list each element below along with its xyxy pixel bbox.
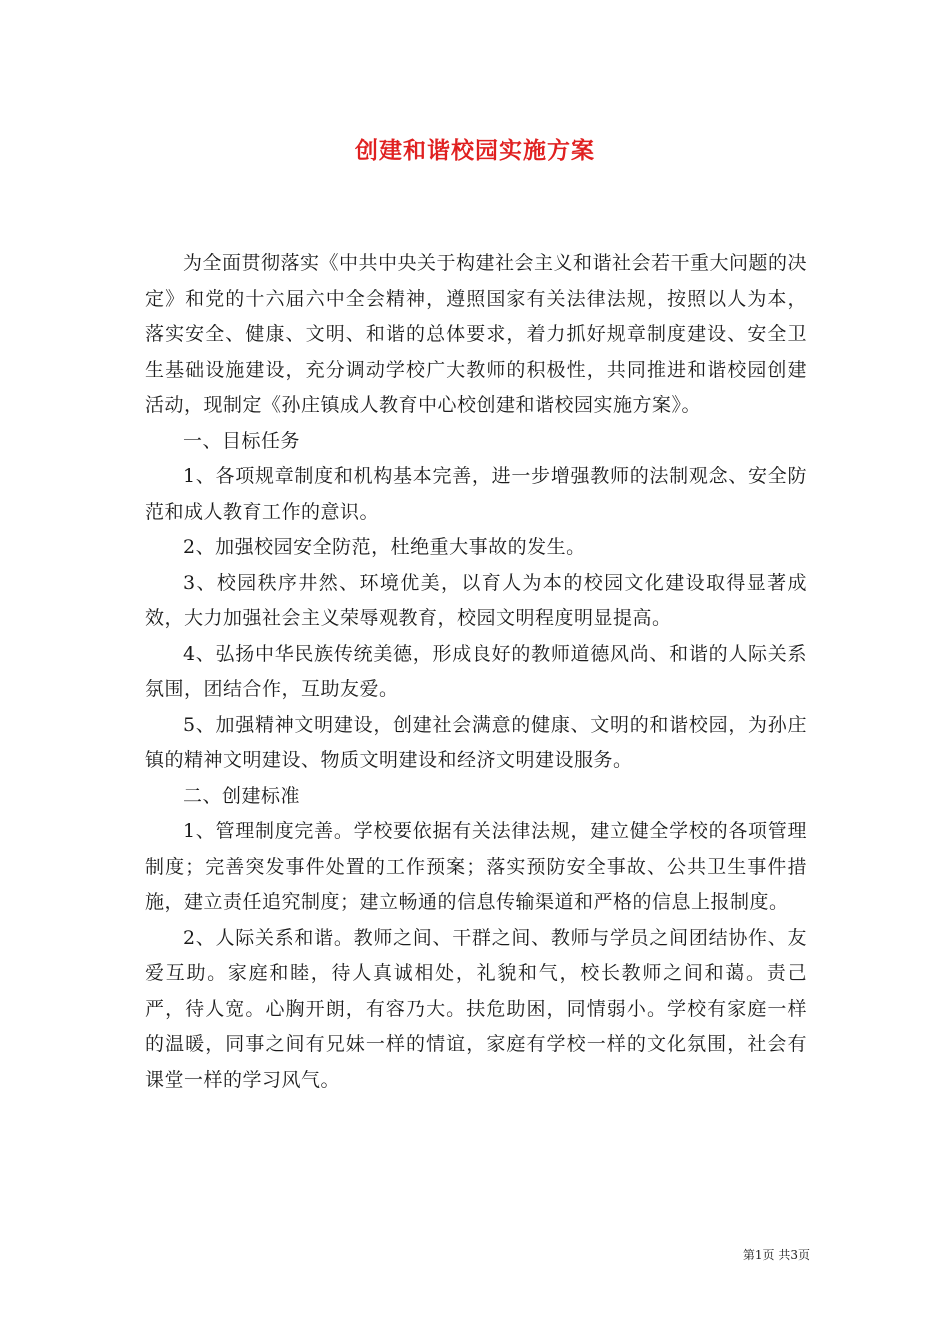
- goal-item-2: 2、加强校园安全防范，杜绝重大事故的发生。: [183, 536, 586, 558]
- goal-item-5: 5、加强精神文明建设，创建社会满意的健康、文明的和谐校园，为孙庄镇的精神文明建设、物质文明建设和经济文明建设服务。: [145, 713, 807, 771]
- goal-item-3: 3、校园秩序井然、环境优美，以育人为本的校园文化建设取得显著成效，大力加强社会主义荣辱观教育，校园文明程度明显提高。: [145, 571, 807, 629]
- standard-item-1: 1、管理制度完善。学校要依据有关法律法规，建立健全学校的各项管理制度；完善突发事件处置的工作预案；落实预防安全事故、公共卫生事件措施，建立责任追究制度；建立畅通的信息传输渠道和严格的信息上报制度。: [145, 820, 807, 913]
- section-heading-standards: 二、创建标准: [183, 784, 301, 807]
- standard-item-2: 2、人际关系和谐。教师之间、干群之间、教师与学员之间团结协作、友爱互助。家庭和睦，待人真诚相处，礼貌和气，校长教师之间和蔼。责己严，待人宽。心胸开朗，有容乃大。扶危助困，同情弱小。学校有家庭一样的温暖，同事之间有兄妹一样的情谊，家庭有学校一样的文化氛围，社会有课堂一样的学习风气。: [145, 926, 807, 1091]
- section-heading-goals: 一、目标任务: [183, 429, 301, 452]
- document-title: 创建和谐校园实施方案: [355, 137, 595, 164]
- goal-item-1: 1、各项规章制度和机构基本完善，进一步增强教师的法制观念、安全防范和成人教育工作的意识。: [145, 465, 807, 523]
- document-body: [145, 246, 807, 1098]
- intro-paragraph: 为全面贯彻落实《中共中央关于构建社会主义和谐社会若干重大问题的决定》和党的十六届六中全会精神，遵照国家有关法律法规，按照以人为本，落实安全、健康、文明、和谐的总体要求，着力抓好规章制度建设、安全卫生基础设施建设，充分调动学校广大教师的积极性，共同推进和谐校园创建活动，现制定《孙庄镇成人教育中心校创建和谐校园实施方案》。: [145, 252, 808, 416]
- goal-item-4: 4、弘扬中华民族传统美德，形成良好的教师道德风尚、和谐的人际关系氛围，团结合作，互助友爱。: [145, 642, 807, 700]
- page-number-footer: 第1页 共3页: [742, 1248, 810, 1262]
